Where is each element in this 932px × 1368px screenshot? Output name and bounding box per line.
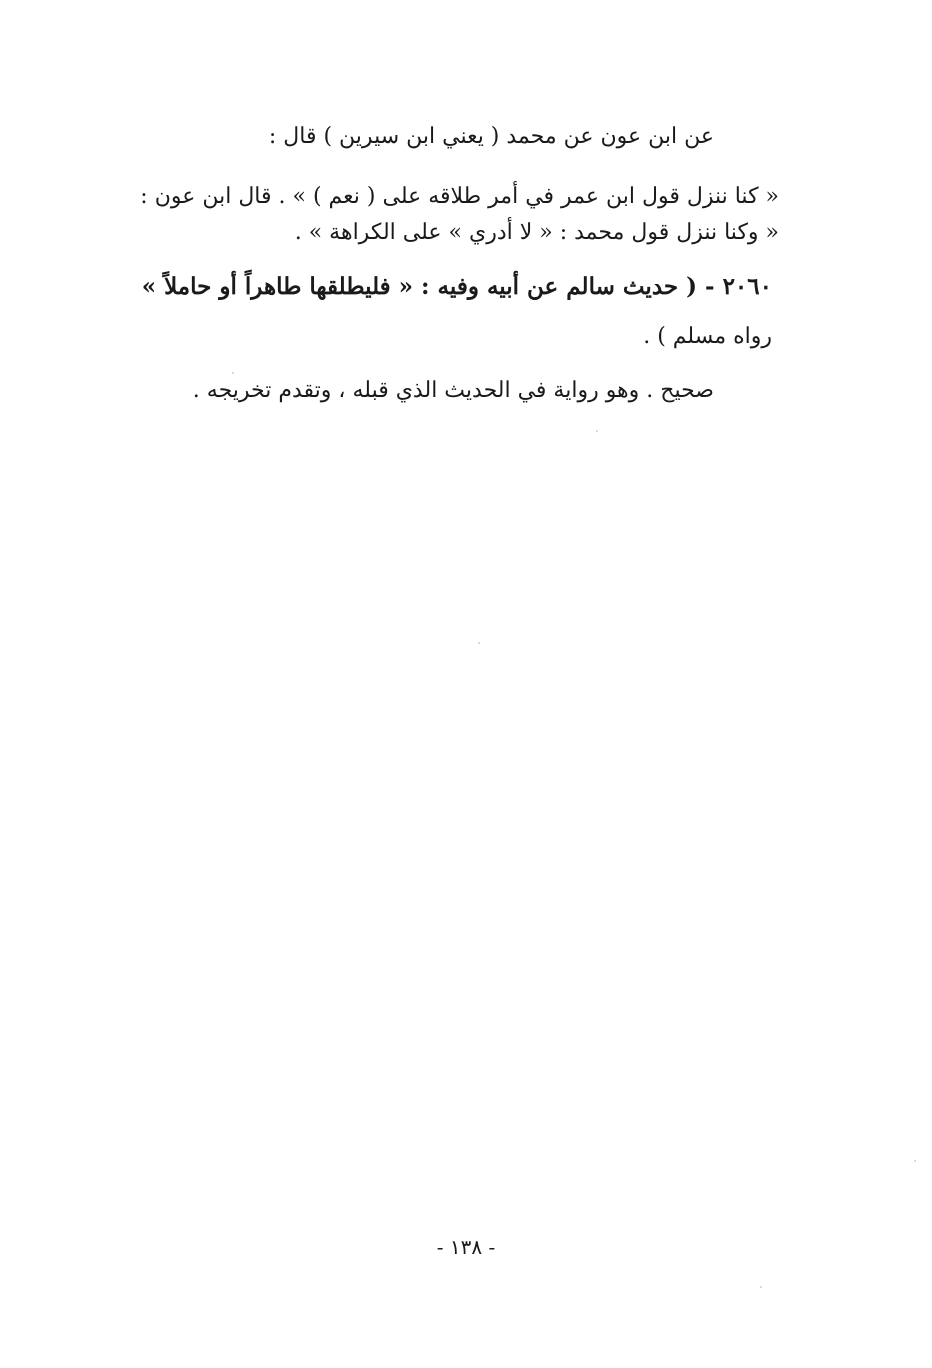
text-line-5: رواه مسلم ) .	[643, 324, 772, 349]
text-line-3: « وكنا ننزل قول محمد : « لا أدري » على الكراهة » .	[294, 220, 779, 245]
scan-speck	[596, 430, 598, 432]
text-line-1: عن ابن عون عن محمد ( يعني ابن سيرين ) قال :	[268, 124, 714, 149]
hadith-2060-heading: ٢٠٦٠ - ( حديث سالم عن أبيه وفيه : « فليطلقها طاهراً أو حاملاً »	[141, 273, 772, 300]
scan-speck	[760, 1286, 762, 1288]
scan-speck	[232, 372, 234, 374]
text-line-2: « كنا ننزل قول ابن عمر في أمر طلاقه على ( نعم ) » . قال ابن عون :	[140, 184, 779, 209]
page-number: - ١٣٨ -	[436, 1235, 496, 1259]
grading-line: صحيح . وهو رواية في الحديث الذي قبله ، وتقدم تخريجه .	[192, 378, 714, 403]
scan-speck	[478, 642, 480, 644]
scan-speck	[914, 1160, 916, 1162]
